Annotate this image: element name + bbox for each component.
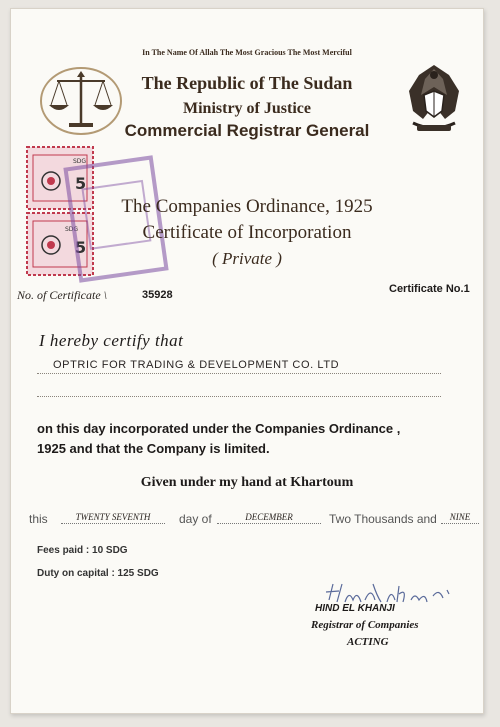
stamp-bottom-value: 5 xyxy=(75,238,87,257)
this-label: this xyxy=(29,512,48,526)
day-field: TWENTY SEVENTH xyxy=(61,512,165,524)
registrar-title: Commercial Registrar General xyxy=(124,121,370,140)
incorporation-text-line2: 1925 and that the Company is limited. xyxy=(37,441,270,456)
certificate-no-heading: Certificate No.1 xyxy=(389,283,470,295)
month-field: DECEMBER xyxy=(217,512,321,524)
two-thousands-label: Two Thousands and xyxy=(329,512,437,526)
certificate-number-label: No. of Certificate \ xyxy=(17,288,107,302)
basmala-line: In The Name Of Allah The Most Gracious The Most Merciful xyxy=(142,48,352,57)
ordinance-title: The Companies Ordinance, 1925 xyxy=(121,196,373,217)
certificate-page xyxy=(10,8,484,714)
certificate-number-value: 35928 xyxy=(142,289,173,301)
certify-statement: I hereby certify that xyxy=(39,331,184,350)
signer-status: ACTING xyxy=(347,636,389,648)
stamp-top-value: 5 xyxy=(75,174,87,193)
duty-on-capital: Duty on capital : 125 SDG xyxy=(37,568,159,579)
given-under-hand: Given under my hand at Khartoum xyxy=(140,475,354,490)
company-name: OPTRIC FOR TRADING & DEVELOPMENT CO. LTD xyxy=(53,359,340,371)
year-field: NINE xyxy=(441,512,479,524)
ministry-title: Ministry of Justice xyxy=(183,100,311,117)
blank-dotted-line xyxy=(37,394,441,397)
day-of-label: day of xyxy=(179,512,212,526)
incorporation-text-line1: on this day incorporated under the Companies Ordinance , xyxy=(37,421,401,436)
signer-role: Registrar of Companies xyxy=(311,619,419,631)
fees-paid: Fees paid : 10 SDG xyxy=(37,545,128,556)
signer-name: HIND EL KHANJI xyxy=(315,603,395,614)
stamp-bottom-currency: SDG xyxy=(65,226,79,233)
certificate-type: ( Private ) xyxy=(212,249,282,268)
certificate-title: Certificate of Incorporation xyxy=(142,222,352,243)
republic-title: The Republic of The Sudan xyxy=(141,73,353,93)
stamp-top-currency: SDG xyxy=(73,158,87,165)
